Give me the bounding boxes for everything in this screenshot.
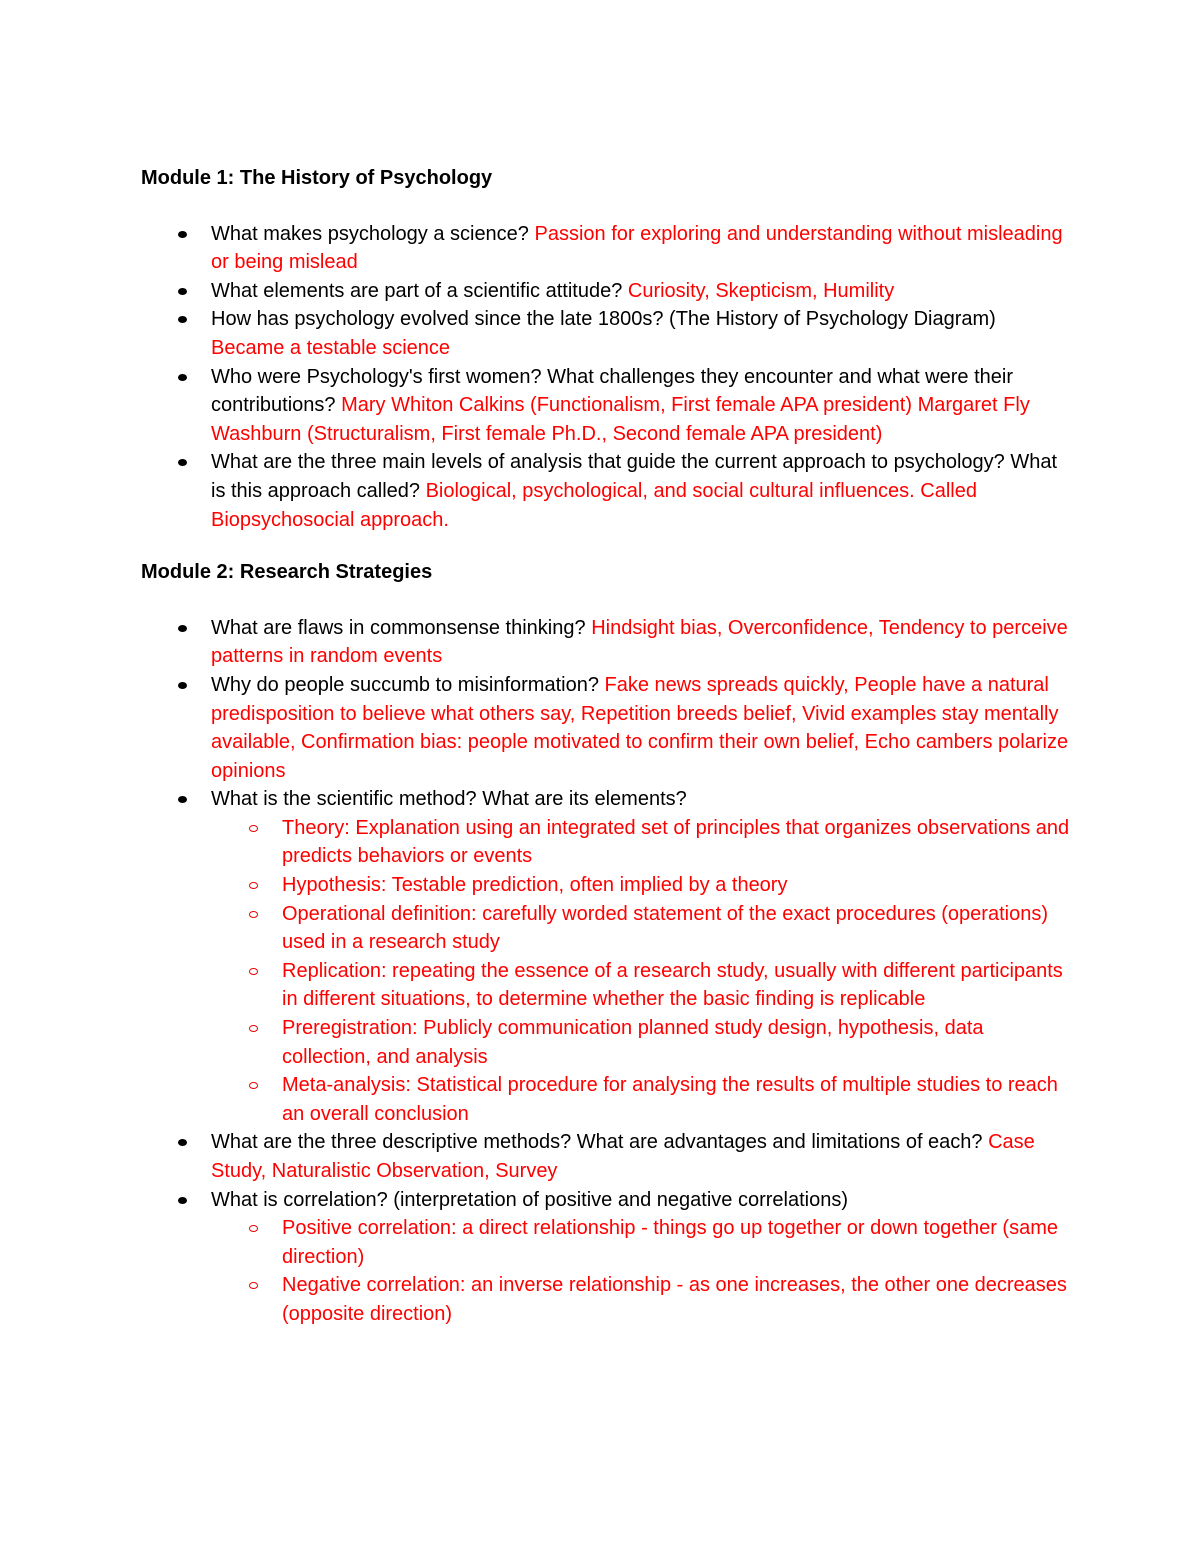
- answer-text: Biological, psychological, and social cultural influences. Called Biopsychosocial approach.: [211, 479, 977, 531]
- list-item: [141, 277, 1071, 306]
- sublist-item: [211, 1271, 1071, 1328]
- bullet-icon: [178, 682, 187, 689]
- circle-bullet-icon: [249, 1025, 258, 1032]
- question-text: What are the three descriptive methods? What are advantages and limitations of each?: [211, 1131, 983, 1154]
- bullet-icon: [178, 231, 187, 238]
- list-item: [141, 1128, 1071, 1185]
- sublist-item: [211, 871, 1071, 900]
- sublist-item: [211, 814, 1071, 871]
- module-2-question-list: [141, 614, 1071, 1329]
- question-text: Who were Psychology's first women? What challenges they encounter and what were their contributions?: [211, 365, 1013, 417]
- list-item: [141, 614, 1071, 671]
- sublist-item: [211, 957, 1071, 1014]
- answer-text: Mary Whiton Calkins (Functionalism, First female APA president) Margaret Fly Washburn (Structuralism, First female Ph.D., Second female APA president): [211, 394, 1030, 445]
- circle-bullet-icon: [249, 825, 258, 832]
- module-2-heading: Module 2: Research Strategies: [141, 561, 433, 584]
- circle-bullet-icon: [249, 1082, 258, 1089]
- bullet-icon: [178, 625, 187, 632]
- list-item: [141, 448, 1071, 534]
- question-text: How has psychology evolved since the late 1800s? (The History of Psychology Diagram): [211, 308, 996, 331]
- circle-bullet-icon: [249, 911, 258, 918]
- answer-text: Became a testable science: [211, 336, 451, 359]
- module-1-heading: Module 1: The History of Psychology: [141, 167, 493, 189]
- question-text: What is correlation? (interpretation of positive and negative correlations): [211, 1188, 848, 1211]
- sublist-item: [211, 1214, 1071, 1271]
- answer-text: Case Study, Naturalistic Observation, Survey: [211, 1131, 1035, 1182]
- circle-bullet-icon: [249, 968, 258, 975]
- list-item: [141, 305, 1071, 362]
- question-text: What makes psychology a science?: [211, 222, 529, 245]
- question-text: What is the scientific method? What are its elements?: [211, 788, 687, 811]
- bullet-icon: [178, 374, 187, 381]
- module-1-question-list: [141, 220, 1071, 535]
- answer-text: Curiosity, Skepticism, Humility: [627, 279, 895, 302]
- list-item: [141, 1186, 1071, 1329]
- sublist-item-text: Negative correlation: an inverse relationship - as one increases, the other one decreases (opposite direction): [282, 1274, 1067, 1325]
- list-item: [141, 671, 1071, 785]
- answer-text: Passion for exploring and understanding without misleading or being mislead: [211, 222, 1063, 274]
- bullet-icon: [178, 1139, 187, 1146]
- bullet-icon: [178, 1197, 187, 1204]
- bullet-icon: [178, 288, 187, 295]
- sublist-item-text: Theory: Explanation using an integrated set of principles that organizes observations and predicts behaviors or events: [282, 816, 1070, 868]
- sublist-item-text: Preregistration: Publicly communication planned study design, hypothesis, data collection, and analysis: [282, 1017, 984, 1068]
- sublist-item: [211, 1071, 1071, 1128]
- correlation-sublist: [211, 1214, 1071, 1328]
- sublist-item-text: Meta-analysis: Statistical procedure for analysing the results of multiple studies to reach an overall conclusion: [282, 1074, 1058, 1125]
- list-item: [141, 363, 1071, 449]
- circle-bullet-icon: [249, 882, 258, 889]
- answer-text: Hindsight bias, Overconfidence, Tendency to perceive patterns in random events: [211, 616, 1068, 668]
- bullet-icon: [178, 316, 187, 323]
- answer-text: Fake news spreads quickly, People have a natural predisposition to believe what others say, Repetition breeds belief, Vivid examples stay mentally available, Confirmation bias: people motivated to confirm their own belief, Echo cambers polarize opinions: [211, 673, 1069, 782]
- question-text: Why do people succumb to misinformation?: [211, 673, 599, 696]
- document-content: [141, 164, 1071, 1329]
- sublist-item-text: Replication: repeating the essence of a research study, usually with different participants in different situations, to determine whether the basic finding is replicable: [282, 959, 1063, 1011]
- question-text: What are flaws in commonsense thinking?: [211, 616, 586, 639]
- circle-bullet-icon: [249, 1282, 258, 1289]
- scientific-method-sublist: [211, 814, 1071, 1129]
- question-text: What are the three main levels of analysis that guide the current approach to psychology? What is this approach called?: [211, 451, 1058, 502]
- list-item: [141, 220, 1071, 277]
- sublist-item: [211, 900, 1071, 957]
- circle-bullet-icon: [249, 1225, 258, 1232]
- list-item: [141, 785, 1071, 1128]
- question-text: What elements are part of a scientific attitude?: [211, 279, 623, 302]
- sublist-item-text: Hypothesis: Testable prediction, often implied by a theory: [282, 874, 788, 897]
- sublist-item-text: Operational definition: carefully worded statement of the exact procedures (operations) used in a research study: [282, 902, 1048, 954]
- bullet-icon: [178, 459, 187, 466]
- sublist-item-text: Positive correlation: a direct relationship - things go up together or down together (same direction): [282, 1217, 1058, 1268]
- bullet-icon: [178, 796, 187, 803]
- sublist-item: [211, 1014, 1071, 1071]
